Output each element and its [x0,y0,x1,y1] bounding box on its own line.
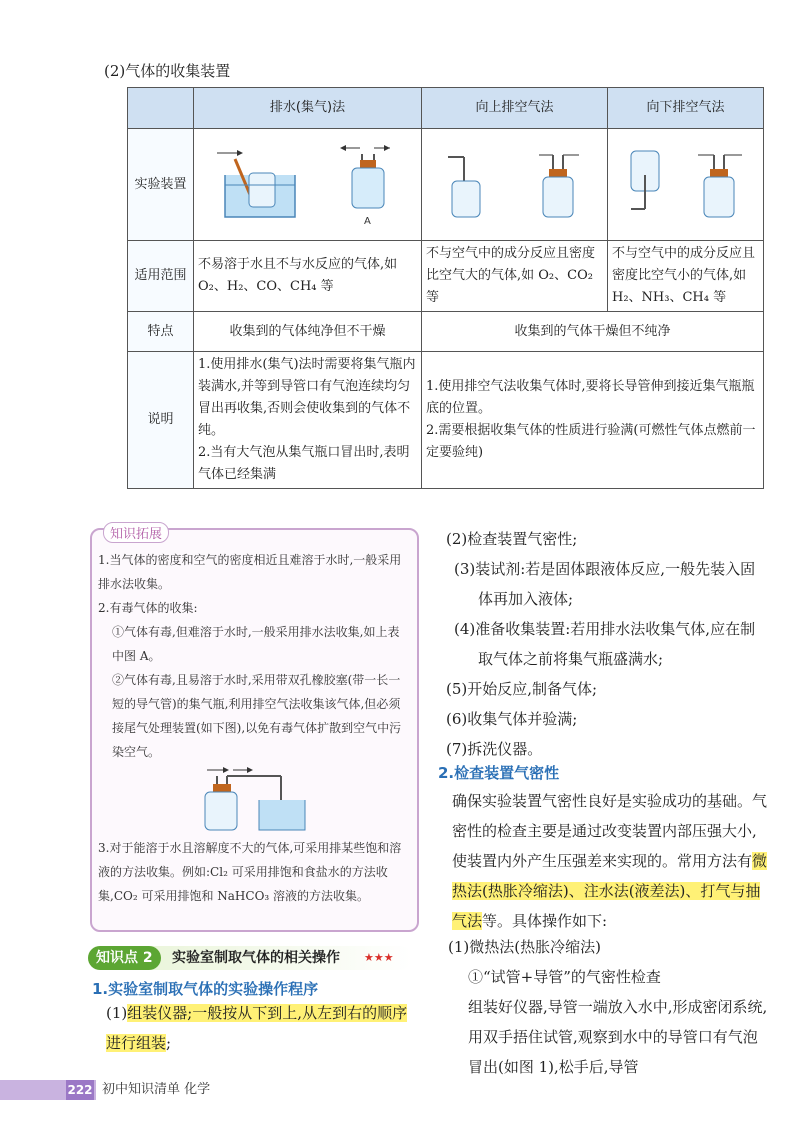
gas-collection-table [127,87,764,489]
scope-upward: 不与空气中的成分反应且密度比空气大的气体,如 O₂、CO₂ 等 [422,241,608,312]
apparatus-upward [422,129,608,241]
feature-water: 收集到的气体纯净但不干燥 [194,312,422,352]
step-1-prefix: (1) [106,1004,128,1022]
notes-row [128,352,764,489]
header-water-displacement: 排水(集气)法 [194,88,422,129]
extension-p2a: ①气体有毒,但难溶于水时,一般采用排水法收集,如上表中图 A。 [112,625,400,663]
extension-p2b: ②气体有毒,且易溶于水时,采用带双孔橡胶塞(带一长一短的导气管)的集气瓶,利用排空气法收集该气体,但必须接尾气处理装置(如下图),以免有毒气体扩散到空气中污染空气。 [112,673,402,759]
airtightness-paragraph [452,786,770,936]
extension-content [98,548,408,908]
sub-heading-tube: ①“试管+导管”的气密性检查 [468,968,661,986]
step-1-suffix: ; [166,1034,172,1052]
apparatus-downward [608,129,764,241]
heading-airtightness: 2.检查装置气密性 [438,764,560,782]
bottle-a-diagram [340,140,400,230]
table-corner [128,88,194,129]
notes-air [422,352,764,489]
footer-book-title: 初中知识清单 化学 [102,1082,211,1097]
micro-heat-section [448,932,768,1082]
para1-highlight: 微热法(热胀冷缩法)、注水法(液差法)、打气与抽气法 [452,852,768,930]
row-label-feature: 特点 [128,312,194,352]
step-1 [106,998,416,1058]
step-7: (7)拆洗仪器。 [446,740,543,758]
micro-heat-paragraph: 组装好仪器,导管一端放入水中,形成密闭系统,用双手捂住试管,观察到水中的导管口有气泡冒出(如图 1),松手后,导管 [468,998,768,1076]
step-3: (3)装试剂:若是固体跟液体反应,一般先装入固体再加入液体; [454,560,756,608]
step-1-highlight: 组装仪器;一般按从下到上,从左到右的顺序进行组装 [106,1004,408,1052]
extension-tag: 知识拓展 [103,522,169,543]
step-6: (6)收集气体并验满; [446,710,578,728]
row-label-scope: 适用范围 [128,241,194,312]
feature-row [128,312,764,352]
scope-downward: 不与空气中的成分反应且密度比空气小的气体,如 H₂、NH₃、CH₄ 等 [608,241,764,312]
para1-text: 确保实验装置气密性良好是实验成功的基础。气密性的检查主要是通过改变装置内部压强大小,使装置内外产生压强差来实现的。常用方法有 [452,792,768,870]
row-label-apparatus: 实验装置 [128,129,194,241]
notes-water-1: 1.使用排水(集气)法时需要将集气瓶内装满水,并等到导管口有气泡连续均匀冒出再收集,否则会使收集到的气体不纯。 [198,357,416,438]
water-trough-diagram [215,145,305,225]
heading-operation-procedure: 1.实验室制取气体的实验操作程序 [92,980,319,998]
knowledge-point-tag: 知识点 2 [88,946,161,970]
knowledge-point-title: 实验室制取气体的相关操作 [172,950,340,966]
difficulty-stars: ★★★ [364,951,394,964]
upward-bottle-1-diagram [440,145,500,225]
notes-water-2: 2.当有大气泡从集气瓶口冒出时,表明气体已经集满 [198,445,410,482]
notes-air-2: 2.需要根据收集气体的性质进行验满(可燃性气体点燃前一定要验纯) [426,423,756,460]
scope-row [128,241,764,312]
apparatus-row [128,129,764,241]
para1-end: 等。具体操作如下: [482,912,608,930]
sub-heading-micro-heat: (1)微热法(热胀冷缩法) [448,938,601,956]
table-header-row [128,88,764,129]
notes-air-1: 1.使用排空气法收集气体时,要将长导管伸到接近集气瓶瓶底的位置。 [426,379,755,416]
tail-gas-diagram [193,764,313,834]
step-5: (5)开始反应,制备气体; [446,680,598,698]
step-2: (2)检查装置气密性; [446,530,578,548]
header-upward-air: 向上排空气法 [422,88,608,129]
downward-bottle-1-diagram [621,145,671,225]
steps-list [446,524,766,764]
apparatus-water [194,129,422,241]
row-label-notes: 说明 [128,352,194,489]
step-4: (4)准备收集装置:若用排水法收集气体,应在制取气体之前将集气瓶盛满水; [454,620,756,668]
upward-bottle-2-diagram [529,145,589,225]
extension-p1: 1.当气体的密度和空气的密度相近且难溶于水时,一般采用排水法收集。 [98,553,402,591]
header-downward-air: 向下排空气法 [608,88,764,129]
label-a: A [363,215,371,227]
notes-water [194,352,422,489]
extension-p2: 2.有毒气体的收集: [98,601,198,615]
section-title: (2)气体的收集装置 [104,62,231,80]
feature-air: 收集到的气体干燥但不纯净 [422,312,764,352]
tail-gas-diagram-wrap [98,764,408,836]
scope-water: 不易溶于水且不与水反应的气体,如 O₂、H₂、CO、CH₄ 等 [194,241,422,312]
downward-bottle-2-diagram [690,145,750,225]
page-number: 222 [66,1080,94,1100]
extension-p3: 3.对于能溶于水且溶解度不大的气体,可采用排某些饱和溶液的方法收集。例如:Cl₂ 可采用排饱和食盐水的方法收集,CO₂ 可采用排饱和 NaHCO₃ 溶液的方法收集。 [98,841,402,903]
